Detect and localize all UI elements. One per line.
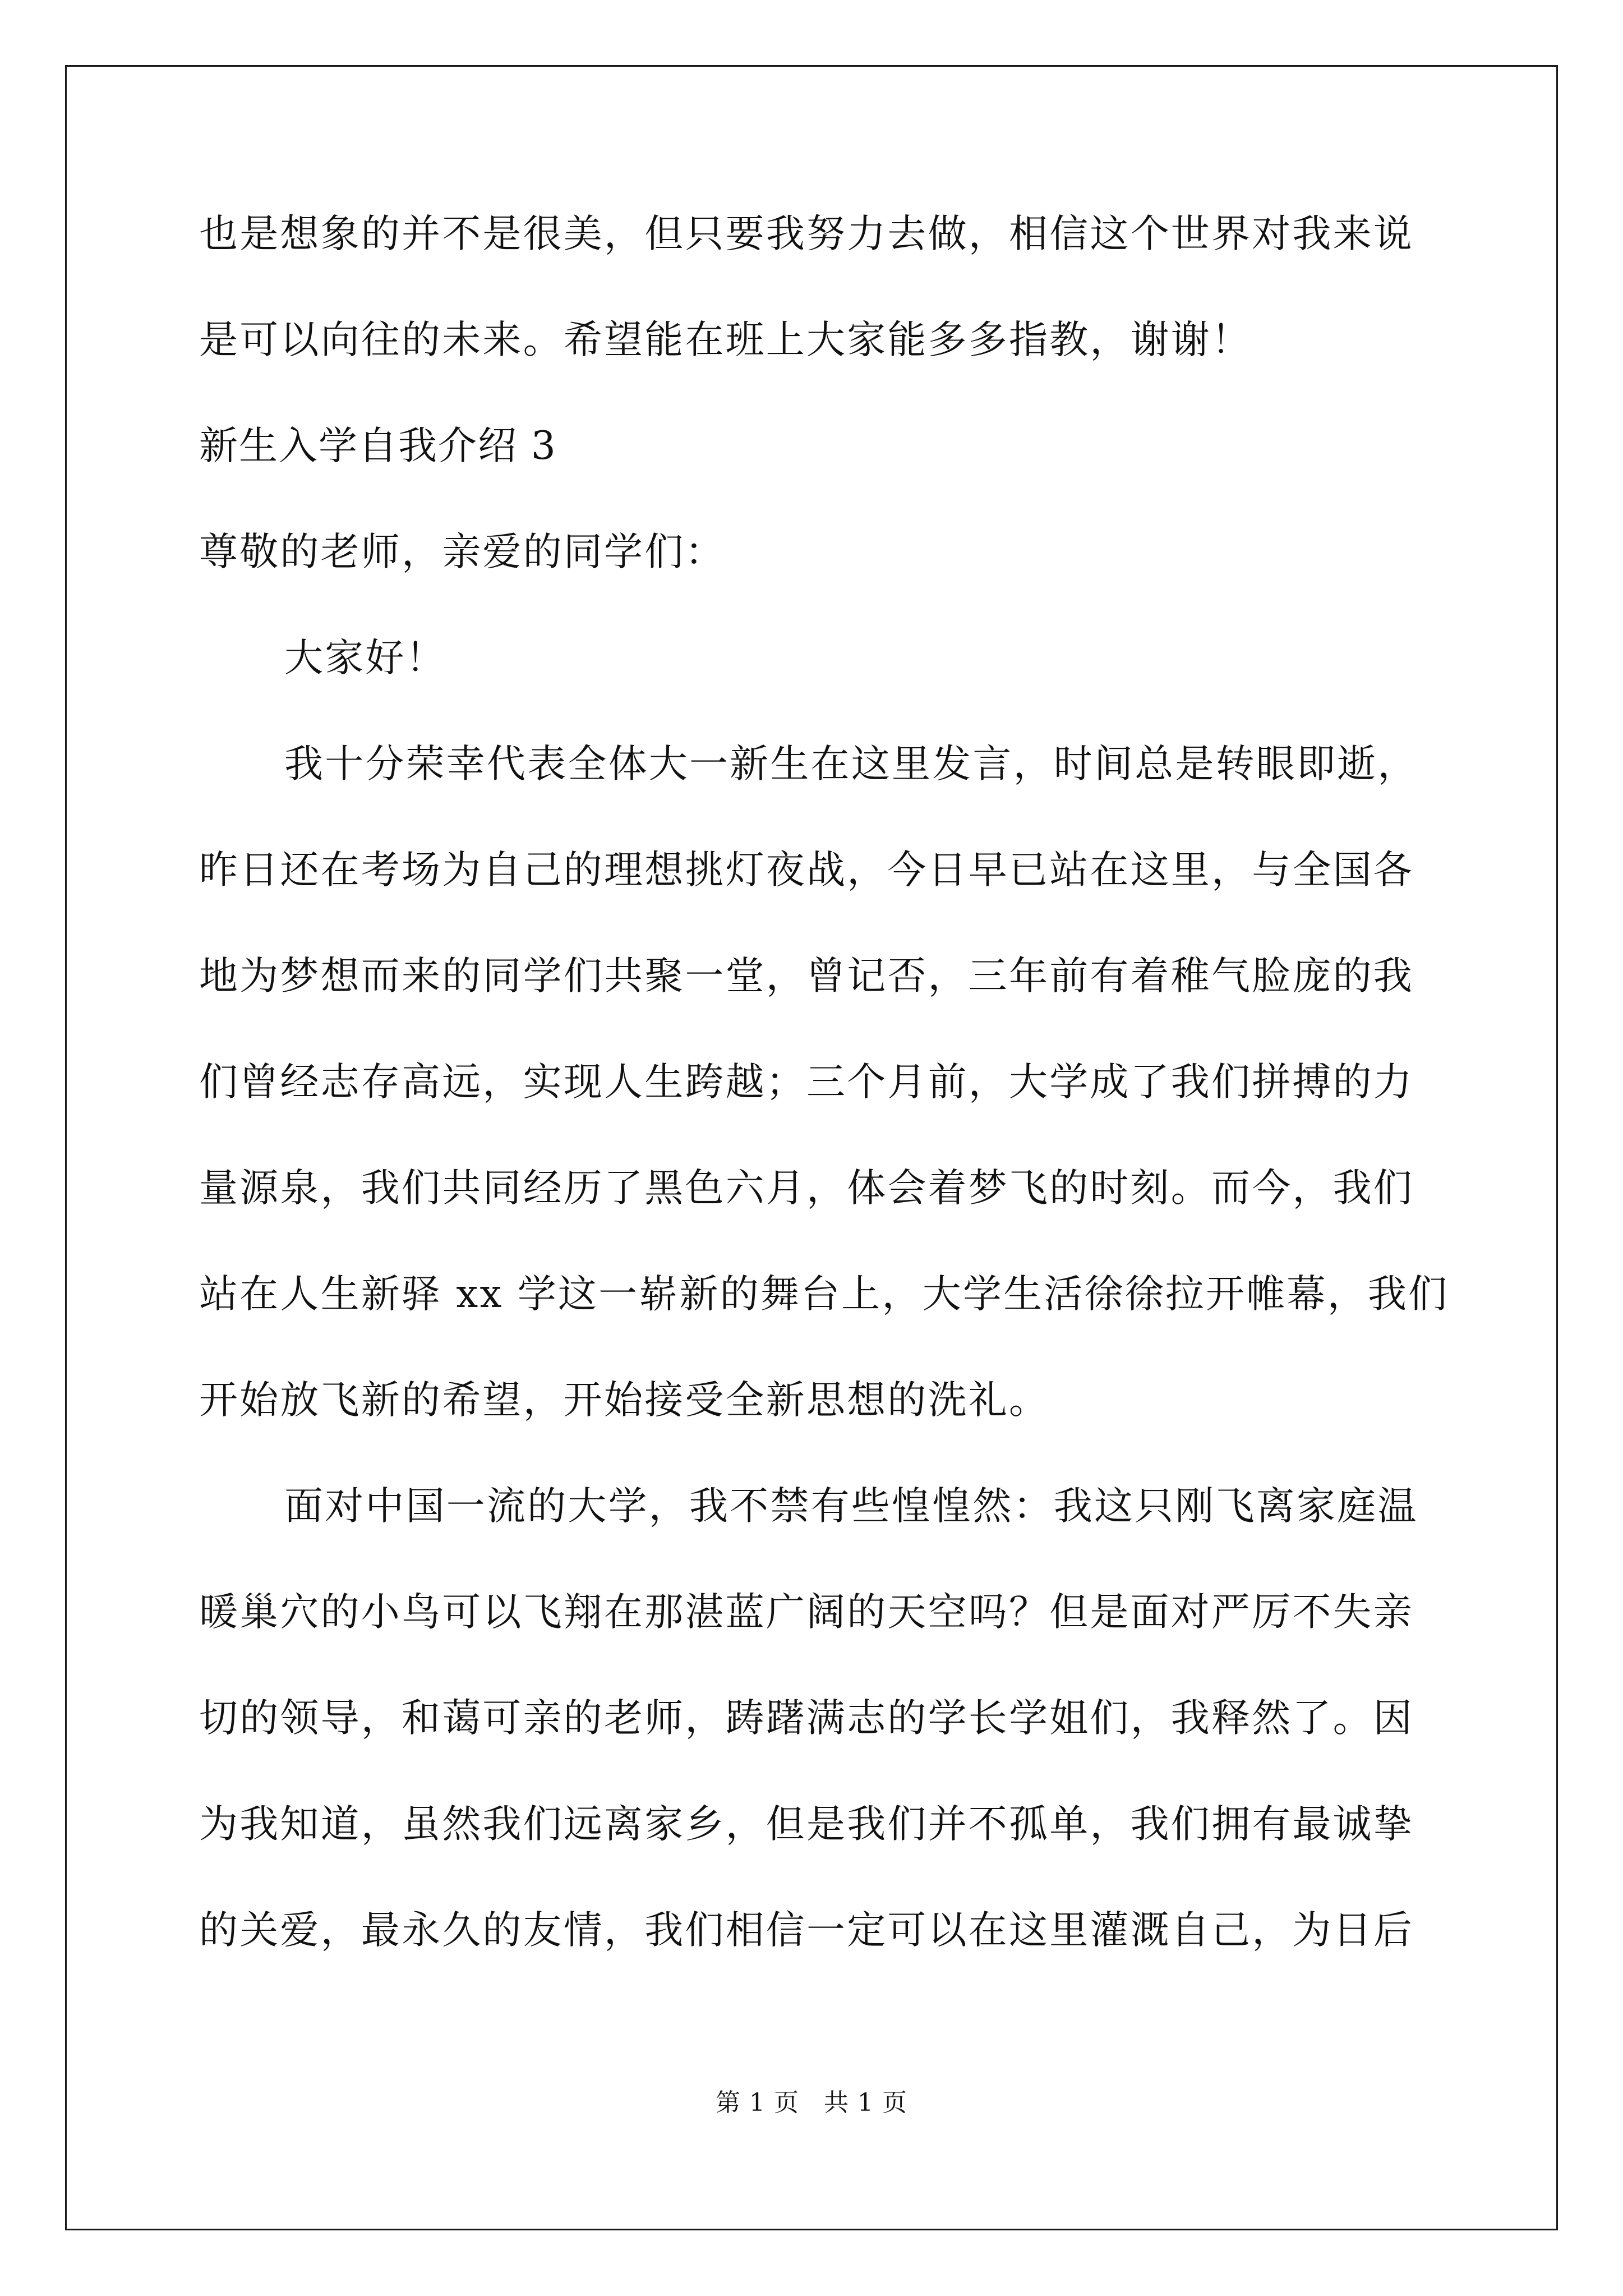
salutation: 尊敬的老师，亲爱的同学们：	[199, 530, 726, 574]
document-body	[199, 211, 1449, 2017]
text-line: 切的领导，和蔼可亲的老师，踌躇满志的学长学姐们，我释然了。因	[199, 1696, 1414, 1741]
text-line: 昨日还在考场为自己的理想挑灯夜战，今日早已站在这里，与全国各	[199, 848, 1414, 892]
section-heading: 新生入学自我介绍 3	[199, 424, 557, 468]
page-total: 共 1 页	[824, 2088, 907, 2117]
page-number: 第 1 页	[716, 2088, 799, 2117]
text-line: 的关爱，最永久的友情，我们相信一定可以在这里灌溉自己，为日后	[199, 1908, 1414, 1953]
paragraph-start: 我十分荣幸代表全体大一新生在这里发言，时间总是转眼即逝，	[284, 742, 1418, 786]
text-line: 暖巢穴的小鸟可以飞翔在那湛蓝广阔的天空吗？但是面对严厉不失亲	[199, 1590, 1414, 1635]
greeting: 大家好！	[284, 636, 446, 680]
text-line: 也是想象的并不是很美，但只要我努力去做，相信这个世界对我来说	[199, 211, 1414, 256]
text-line: 们曾经志存高远，实现人生跨越；三个月前，大学成了我们拼搏的力	[199, 1060, 1414, 1105]
text-line: 量源泉，我们共同经历了黑色六月，体会着梦飞的时刻。而今，我们	[199, 1166, 1414, 1211]
text-line: 地为梦想而来的同学们共聚一堂，曾记否，三年前有着稚气脸庞的我	[199, 954, 1414, 999]
text-line: 站在人生新驿 xx 学这一崭新的舞台上，大学生活徐徐拉开帷幕，我们	[199, 1272, 1449, 1317]
page-footer	[0, 2088, 1623, 2117]
text-line: 开始放飞新的希望，开始接受全新思想的洗礼。	[199, 1378, 1050, 1423]
text-line: 是可以向往的未来。希望能在班上大家能多多指教，谢谢！	[199, 318, 1252, 362]
paragraph-start: 面对中国一流的大学，我不禁有些惶惶然：我这只刚飞离家庭温	[284, 1484, 1418, 1529]
text-line: 为我知道，虽然我们远离家乡，但是我们并不孤单，我们拥有最诚挚	[199, 1802, 1414, 1847]
